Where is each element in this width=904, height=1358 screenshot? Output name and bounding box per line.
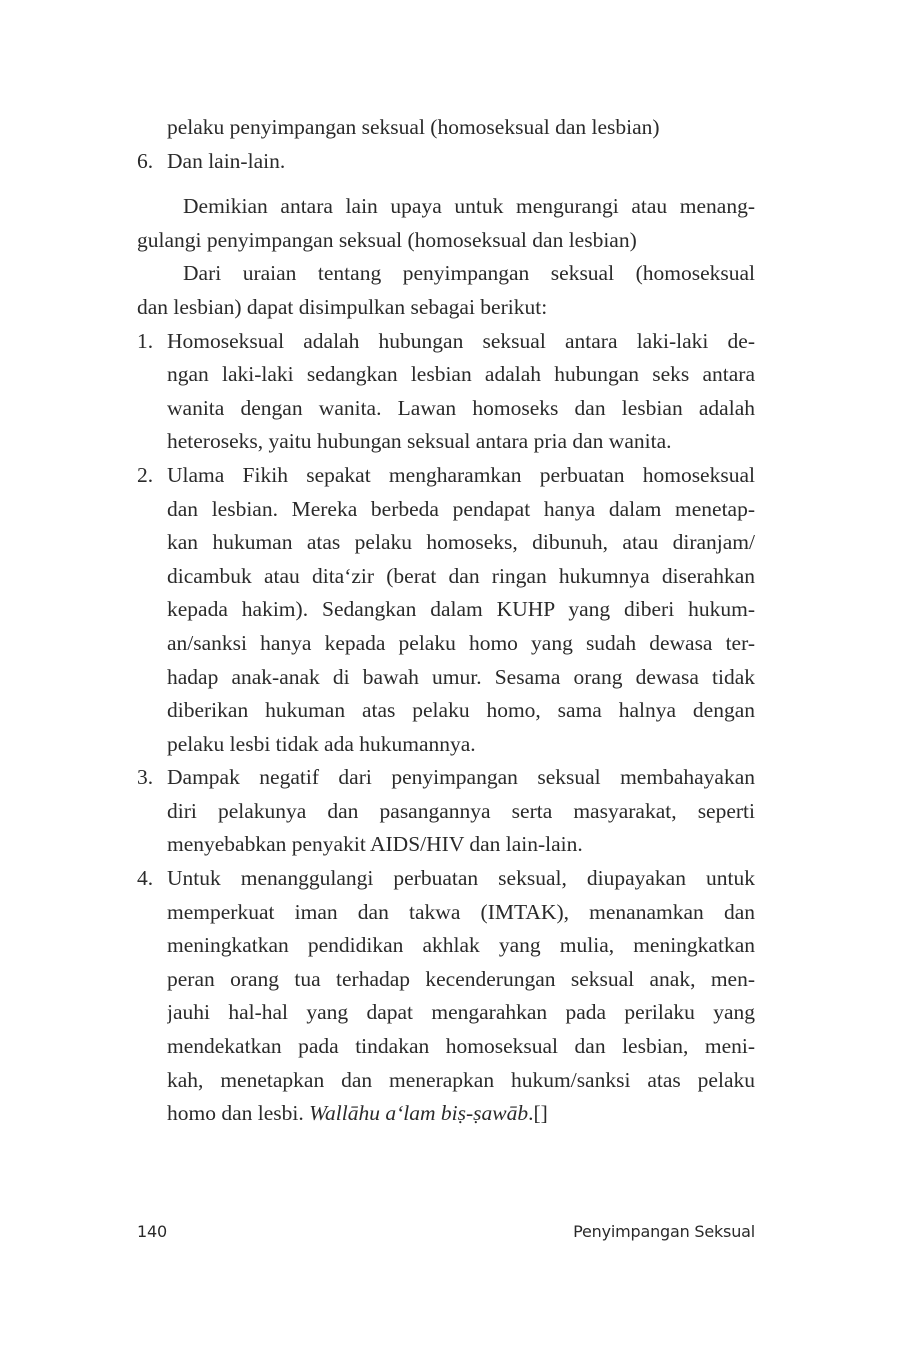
paragraph-line: gulangi penyimpangan seksual (homoseksual dan lesbian) — [137, 227, 637, 252]
item-line: dicambuk atau dita‘zir (berat dan ringan hukumnya diserahkan — [167, 563, 755, 588]
paragraph-conclusion-intro — [137, 257, 755, 324]
list-number: 6. — [137, 148, 154, 173]
item-line: meningkatkan pendidikan akhlak yang mulia, meningkatkan — [167, 933, 755, 958]
paragraph-summary — [137, 190, 755, 257]
item-line: heteroseks, yaitu hubungan seksual antara pria dan wanita. — [167, 429, 672, 454]
item-line: dan lesbian. Mereka berbeda pendapat hanya dalam menetap- — [167, 496, 755, 521]
paragraph-line: dan lesbian) dapat disimpulkan sebagai berikut: — [137, 294, 548, 319]
closing-phrase-italic: Wallāhu a‘lam biṣ-ṣawāb — [309, 1101, 529, 1126]
item-line: Homoseksual adalah hubungan seksual antara laki-laki de- — [167, 328, 755, 353]
conclusion-item-2 — [137, 459, 755, 761]
list-number: 3. — [137, 765, 154, 790]
list-item-text: Dan lain-lain. — [167, 148, 286, 173]
item-line: hadap anak-anak di bawah umur. Sesama orang dewasa tidak — [167, 664, 755, 689]
conclusion-item-3 — [137, 761, 755, 862]
item-line: jauhi hal-hal yang dapat mengarahkan pada perilaku yang — [167, 1000, 755, 1025]
conclusion-list — [137, 325, 755, 1131]
item-line: pelaku lesbi tidak ada hukumannya. — [167, 731, 476, 756]
item-last-line — [167, 1097, 755, 1131]
conclusion-item-1 — [137, 325, 755, 459]
running-title: Penyimpangan Seksual — [573, 1222, 755, 1241]
page-body — [137, 111, 755, 1131]
end-mark: .[] — [528, 1101, 548, 1126]
item-line: Untuk menanggulangi perbuatan seksual, diupayakan untuk — [167, 866, 755, 891]
item-line: kah, menetapkan dan menerapkan hukum/sanksi atas pelaku — [167, 1067, 755, 1092]
paragraph-line: Dari uraian tentang penyimpangan seksual (homoseksual — [183, 261, 755, 286]
page-number: 140 — [137, 1222, 167, 1241]
item-line: memperkuat iman dan takwa (IMTAK), menanamkan dan — [167, 899, 755, 924]
item-line: ngan laki-laki sedangkan lesbian adalah hubungan seks antara — [167, 362, 755, 387]
continuation-line: pelaku penyimpangan seksual (homoseksual dan lesbian) — [167, 115, 660, 139]
item-line: peran orang tua terhadap kecenderungan seksual anak, men- — [167, 966, 755, 991]
item-line: kan hukuman atas pelaku homoseks, dibunuh, atau diranjam/ — [167, 530, 755, 555]
spacer — [137, 178, 755, 190]
item-line: Ulama Fikih sepakat mengharamkan perbuatan homoseksual — [167, 462, 755, 487]
item-line: Dampak negatif dari penyimpangan seksual membahayakan — [167, 765, 755, 790]
item-text: homo dan lesbi. — [167, 1101, 310, 1126]
list-item-6 — [137, 145, 755, 179]
list-number: 2. — [137, 462, 154, 487]
list-number: 4. — [137, 866, 154, 891]
item-line: an/sanksi hanya kepada pelaku homo yang sudah dewasa ter- — [167, 630, 755, 655]
item-line: kepada hakim). Sedangkan dalam KUHP yang diberi hukum- — [167, 597, 755, 622]
list-number: 1. — [137, 328, 154, 353]
paragraph-line: Demikian antara lain upaya untuk mengurangi atau menang- — [183, 194, 755, 219]
item-line: menyebabkan penyakit AIDS/HIV dan lain-lain. — [167, 832, 583, 857]
item-line: wanita dengan wanita. Lawan homoseks dan lesbian adalah — [167, 395, 755, 420]
page-footer — [137, 1222, 755, 1241]
item-line: diri pelakunya dan pasangannya serta masyarakat, seperti — [167, 798, 755, 823]
item-line: mendekatkan pada tindakan homoseksual dan lesbian, meni- — [167, 1034, 755, 1059]
conclusion-item-4 — [137, 862, 755, 1131]
item-line: diberikan hukuman atas pelaku homo, sama halnya dengan — [167, 698, 755, 723]
